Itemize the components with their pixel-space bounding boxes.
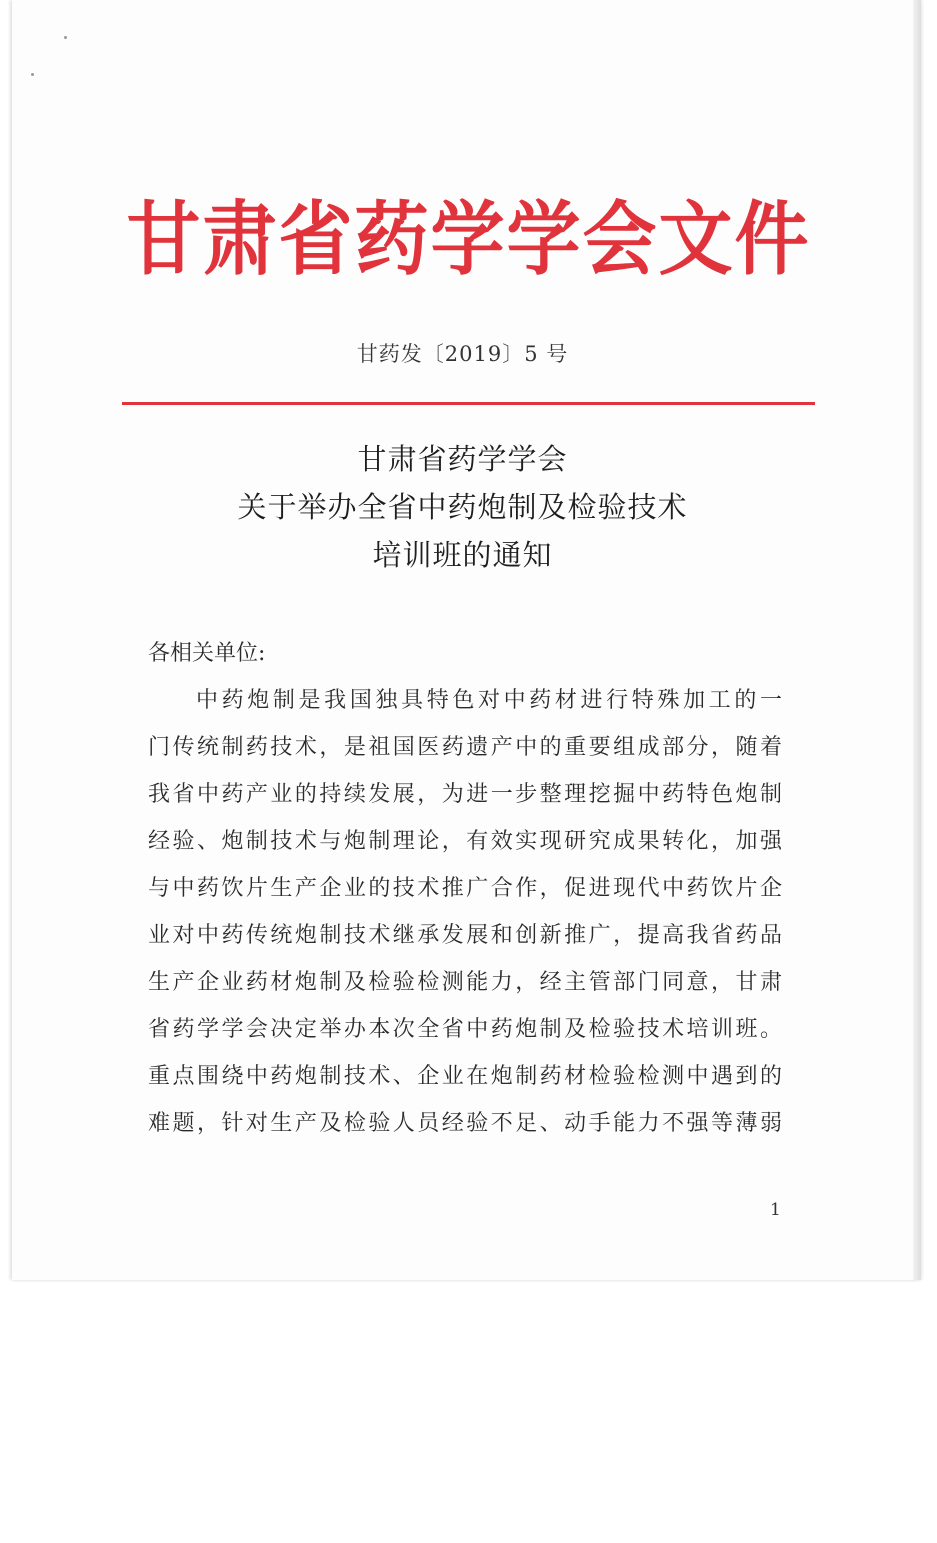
notice-title-line: 甘肃省药学学会 xyxy=(357,442,568,476)
body-text-line: 中药炮制是我国独具特色对中药材进行特殊加工的一 xyxy=(196,688,782,713)
scan-speck xyxy=(31,73,34,76)
body-text-line: 省药学学会决定举办本次全省中药炮制及检验技术培训班。 xyxy=(148,1017,782,1042)
body-text-line: 我省中药产业的持续发展，为进一步整理挖掘中药特色炮制 xyxy=(148,782,782,807)
salutation: 各相关单位: xyxy=(148,641,266,666)
notice-title-line: 培训班的通知 xyxy=(372,538,553,572)
page-number: 1 xyxy=(770,1200,781,1220)
header-divider xyxy=(122,402,815,405)
notice-title-line: 关于举办全省中药炮制及检验技术 xyxy=(237,490,688,524)
document-number: 甘药发〔2019〕5 号 xyxy=(356,342,569,366)
scan-speck xyxy=(64,36,67,39)
body-text-line: 门传统制药技术，是祖国医药遗产中的重要组成部分，随着 xyxy=(148,735,782,760)
document-header-title: 甘肃省药学学会文件 xyxy=(126,193,811,287)
body-text-line: 生产企业药材炮制及检验检测能力，经主管部门同意，甘肃 xyxy=(148,970,782,995)
body-text-line: 难题，针对生产及检验人员经验不足、动手能力不强等薄弱 xyxy=(148,1111,782,1136)
body-text-line: 与中药饮片生产企业的技术推广合作，促进现代中药饮片企 xyxy=(148,876,782,901)
body-text-line: 业对中药传统炮制技术继承发展和创新推广，提高我省药品 xyxy=(148,923,782,948)
body-text-line: 重点围绕中药炮制技术、企业在炮制药材检验检测中遇到的 xyxy=(148,1064,782,1089)
body-text-line: 经验、炮制技术与炮制理论，有效实现研究成果转化，加强 xyxy=(148,829,782,854)
